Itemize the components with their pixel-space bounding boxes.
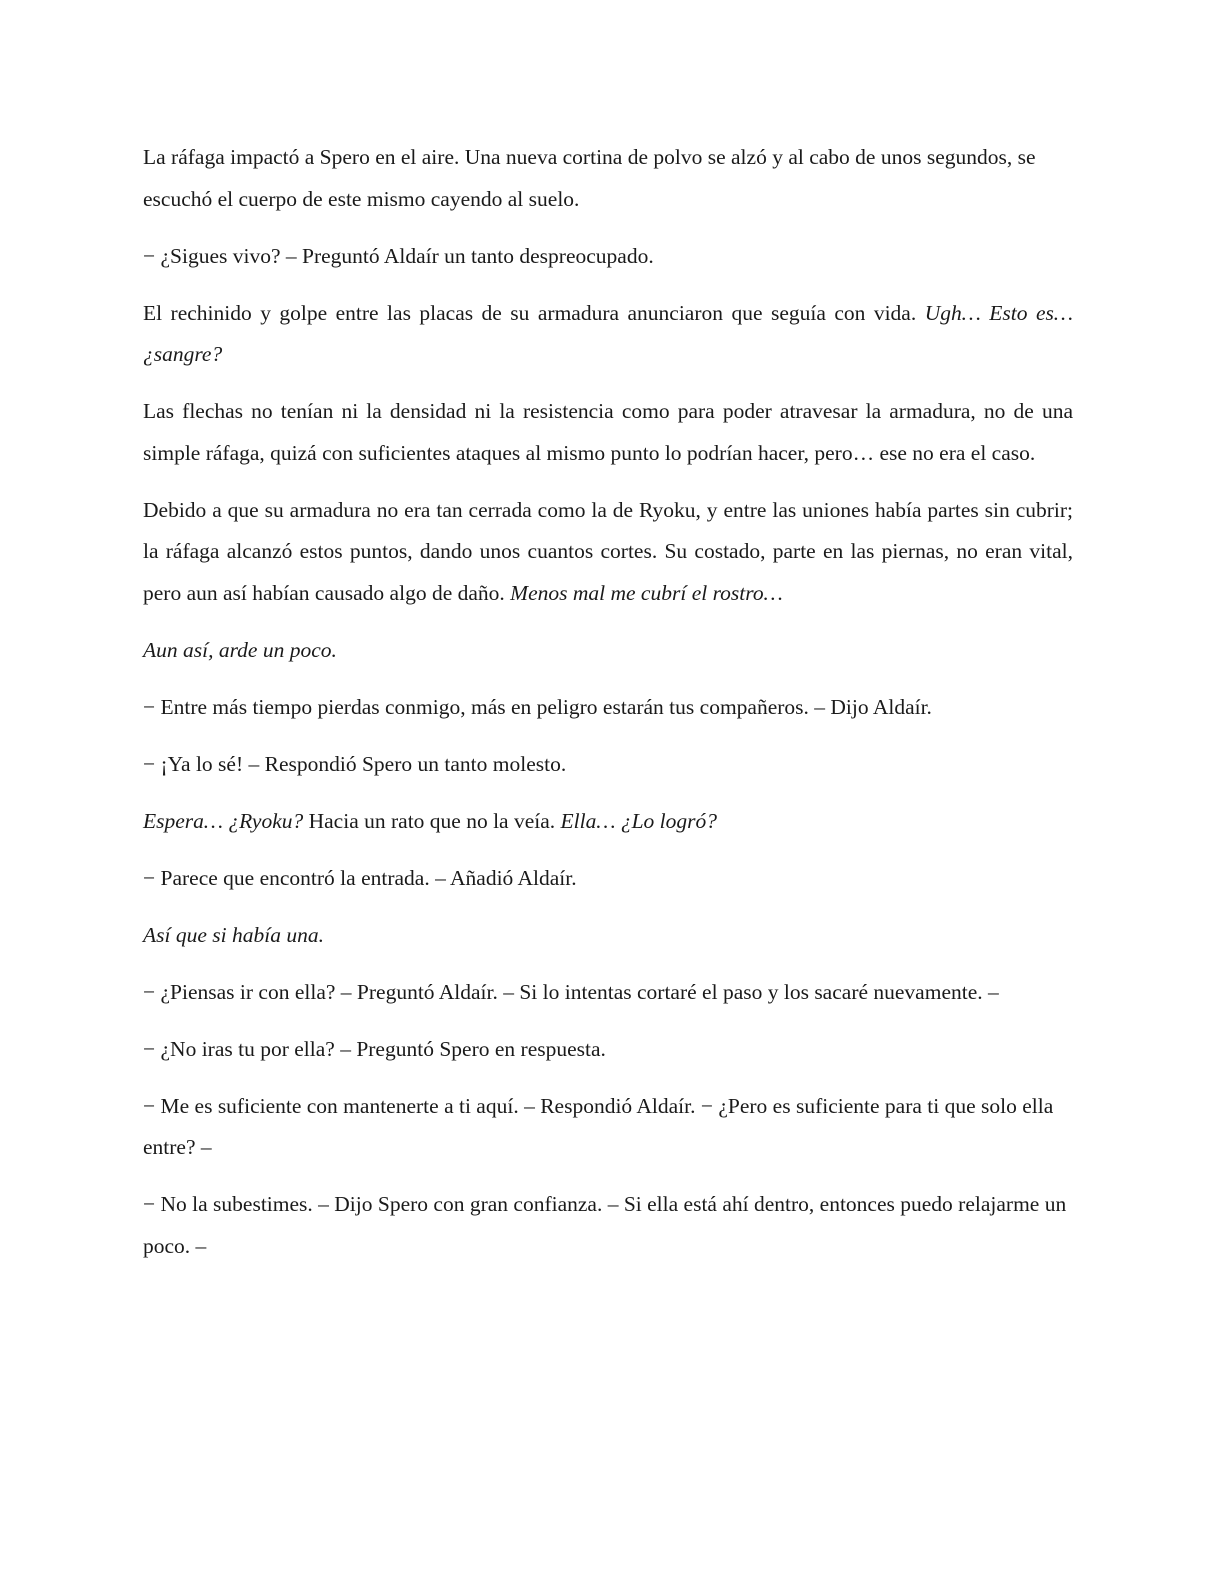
text-segment: La ráfaga impactó a Spero en el aire. Una nueva cortina de polvo se alzó y al cabo de unos segundos, se escuchó el cuerpo de este mismo cayendo al suelo.	[143, 145, 1036, 211]
paragraph	[143, 236, 1073, 278]
text-segment: El rechinido y golpe entre las placas de su armadura anunciaron que seguía con vida.	[143, 300, 925, 325]
italic-text-segment: Aun así, arde un poco.	[143, 637, 337, 662]
text-segment: Debido a que su armadura no era tan cerrada como la de Ryoku, y entre las uniones había partes sin cubrir; la ráfaga alcanzó estos puntos, dando unos cuantos cortes. Su costado, parte en las piernas, no eran vital, pero aun así habían causado algo de daño.	[143, 497, 1073, 605]
text-segment: − No la subestimes. – Dijo Spero con gran confianza. – Si ella está ahí dentro, entonces puedo relajarme un poco. –	[143, 1192, 1067, 1258]
paragraph	[143, 137, 1073, 220]
paragraph	[143, 490, 1073, 615]
paragraph	[143, 687, 1073, 729]
text-segment: Hacia un rato que no la veía.	[303, 808, 561, 833]
paragraph	[143, 801, 1073, 843]
italic-text-segment: Menos mal me cubrí el rostro…	[510, 580, 783, 605]
italic-text-segment: Espera… ¿Ryoku?	[143, 808, 304, 833]
paragraph	[143, 972, 1073, 1014]
paragraph	[143, 630, 1073, 672]
paragraph	[143, 293, 1073, 376]
italic-text-segment: Así que si había una.	[143, 922, 324, 947]
text-segment: − Entre más tiempo pierdas conmigo, más en peligro estarán tus compañeros. – Dijo Aldaír.	[143, 694, 932, 719]
text-segment: − Me es suficiente con mantenerte a ti aquí. – Respondió Aldaír. − ¿Pero es suficiente para ti que solo ella entre? –	[143, 1093, 1054, 1159]
paragraph	[143, 1184, 1073, 1267]
italic-text-segment: Ella… ¿Lo logró?	[560, 808, 718, 833]
text-segment: − Parece que encontró la entrada. – Añadió Aldaír.	[143, 865, 577, 890]
text-segment: − ¡Ya lo sé! – Respondió Spero un tanto molesto.	[143, 751, 567, 776]
text-segment: − ¿No iras tu por ella? – Preguntó Spero en respuesta.	[143, 1036, 606, 1061]
paragraph	[143, 858, 1073, 900]
paragraph	[143, 915, 1073, 957]
paragraph	[143, 744, 1073, 786]
paragraph	[143, 391, 1073, 474]
text-segment: − ¿Sigues vivo? – Preguntó Aldaír un tanto despreocupado.	[143, 243, 654, 268]
document-body	[143, 137, 1073, 1283]
paragraph	[143, 1029, 1073, 1071]
text-segment: Las flechas no tenían ni la densidad ni la resistencia como para poder atravesar la armadura, no de una simple ráfaga, quizá con suficientes ataques al mismo punto lo podrían hacer, pero… ese no era el caso.	[143, 399, 1073, 465]
paragraph	[143, 1086, 1073, 1169]
italic-text-segment: Ugh… Esto es… ¿sangre?	[143, 300, 1073, 366]
text-segment: − ¿Piensas ir con ella? – Preguntó Aldaír. – Si lo intentas cortaré el paso y los sacaré nuevamente. –	[143, 979, 999, 1004]
